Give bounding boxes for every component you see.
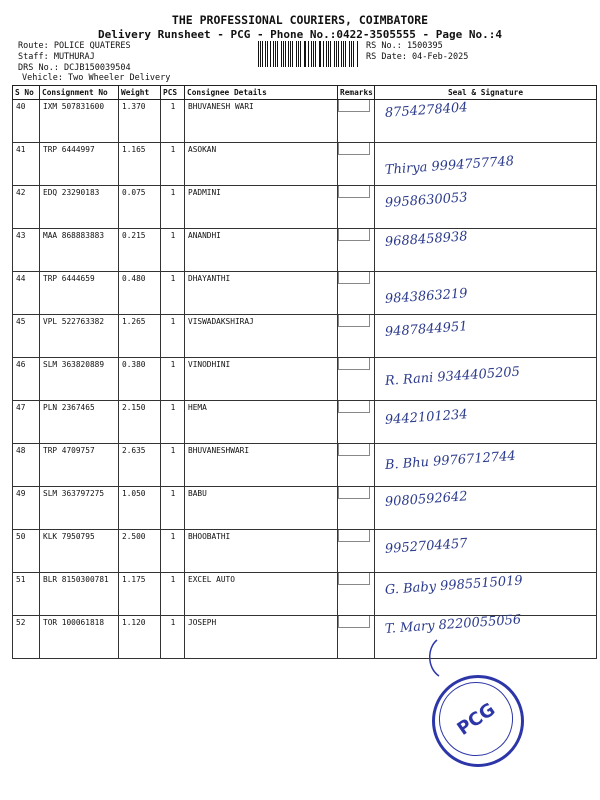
cell-consignment-no: TRP 4709757: [40, 444, 119, 487]
col-consignment: Consignment No: [40, 86, 119, 100]
barcode-bar: [341, 41, 342, 67]
cell-pcs: 1: [161, 272, 185, 315]
cell-sno: 46: [13, 358, 40, 401]
cell-signature: [375, 573, 597, 616]
cell-signature: [375, 358, 597, 401]
cell-remarks: [338, 186, 375, 229]
handwritten-signature: 9843863219: [384, 286, 469, 307]
cell-weight: 2.635: [119, 444, 161, 487]
cell-sno: 48: [13, 444, 40, 487]
cell-consignment-no: TRP 6444997: [40, 143, 119, 186]
cell-pcs: 1: [161, 530, 185, 573]
barcode-bar: [334, 41, 335, 67]
cell-weight: 2.150: [119, 401, 161, 444]
cell-consignment-no: KLK 7950795: [40, 530, 119, 573]
stamp-tail: [425, 638, 445, 678]
cell-consignee: EXCEL AUTO: [185, 573, 338, 616]
cell-consignee: BHUVANESHWARI: [185, 444, 338, 487]
table-row: [13, 530, 597, 573]
handwritten-signature: R. Rani 9344405205: [384, 364, 521, 389]
remarks-box: [338, 487, 370, 500]
barcode: [258, 41, 358, 67]
cell-signature: [375, 229, 597, 272]
cell-consignment-no: VPL 522763382: [40, 315, 119, 358]
remarks-box: [338, 143, 370, 156]
cell-sno: 47: [13, 401, 40, 444]
cell-pcs: 1: [161, 358, 185, 401]
barcode-bar: [330, 41, 331, 67]
route-label: Route: POLICE QUATERES: [18, 41, 131, 51]
barcode-bar: [281, 41, 282, 67]
cell-remarks: [338, 100, 375, 143]
handwritten-signature: G. Baby 9985515019: [384, 573, 524, 598]
cell-remarks: [338, 229, 375, 272]
cell-sno: 52: [13, 616, 40, 659]
stamp-text: PCG: [424, 667, 527, 770]
barcode-bar: [265, 41, 266, 67]
table-row: [13, 143, 597, 186]
cell-weight: 1.050: [119, 487, 161, 530]
cell-sno: 43: [13, 229, 40, 272]
remarks-box: [338, 315, 370, 328]
handwritten-signature: 9442101234: [384, 407, 469, 428]
remarks-box: [338, 616, 370, 629]
cell-weight: 0.075: [119, 186, 161, 229]
cell-consignment-no: IXM 507831600: [40, 100, 119, 143]
remarks-box: [338, 229, 370, 242]
cell-signature: [375, 100, 597, 143]
cell-consignee: BHUVANESH WARI: [185, 100, 338, 143]
rs-date: RS Date: 04-Feb-2025: [366, 52, 469, 62]
cell-pcs: 1: [161, 186, 185, 229]
cell-weight: 0.380: [119, 358, 161, 401]
cell-signature: [375, 272, 597, 315]
col-weight: Weight: [119, 86, 161, 100]
cell-weight: 1.175: [119, 573, 161, 616]
table-row: [13, 487, 597, 530]
barcode-bar: [277, 41, 278, 67]
remarks-box: [338, 358, 370, 371]
cell-signature: [375, 186, 597, 229]
cell-consignment-no: TOR 100061818: [40, 616, 119, 659]
cell-consignment-no: MAA 868883883: [40, 229, 119, 272]
cell-consignment-no: EDQ 23290183: [40, 186, 119, 229]
cell-sno: 51: [13, 573, 40, 616]
remarks-box: [338, 444, 370, 457]
cell-weight: 0.480: [119, 272, 161, 315]
cell-remarks: [338, 315, 375, 358]
remarks-box: [338, 401, 370, 414]
cell-remarks: [338, 358, 375, 401]
table-header-row: [13, 86, 597, 100]
cell-weight: 1.370: [119, 100, 161, 143]
cell-consignee: BABU: [185, 487, 338, 530]
barcode-bar: [288, 41, 289, 67]
barcode-bar: [298, 41, 299, 67]
remarks-box: [338, 272, 370, 285]
cell-pcs: 1: [161, 616, 185, 659]
cell-weight: 1.165: [119, 143, 161, 186]
cell-weight: 1.265: [119, 315, 161, 358]
cell-consignment-no: SLM 363820889: [40, 358, 119, 401]
cell-consignment-no: SLM 363797275: [40, 487, 119, 530]
pcg-stamp: [432, 675, 524, 767]
cell-pcs: 1: [161, 100, 185, 143]
cell-consignee: VISWADAKSHIRAJ: [185, 315, 338, 358]
barcode-bar: [292, 41, 293, 67]
col-pcs: PCS: [161, 86, 185, 100]
table-row: [13, 186, 597, 229]
table-row: [13, 100, 597, 143]
cell-consignment-no: PLN 2367465: [40, 401, 119, 444]
cell-weight: 0.215: [119, 229, 161, 272]
col-consignee: Consignee Details: [185, 86, 338, 100]
remarks-box: [338, 186, 370, 199]
cell-pcs: 1: [161, 229, 185, 272]
cell-consignee: ANANDHI: [185, 229, 338, 272]
col-sno: S No: [13, 86, 40, 100]
barcode-bar: [270, 41, 271, 67]
cell-remarks: [338, 530, 375, 573]
barcode-bar: [349, 41, 350, 67]
cell-remarks: [338, 616, 375, 659]
cell-sno: 50: [13, 530, 40, 573]
col-remarks: Remarks: [338, 86, 375, 100]
barcode-bar: [311, 41, 312, 67]
handwritten-signature: 9080592642: [384, 489, 469, 510]
cell-pcs: 1: [161, 315, 185, 358]
barcode-bar: [353, 41, 354, 67]
handwritten-signature: 9688458938: [384, 229, 469, 250]
cell-sno: 40: [13, 100, 40, 143]
cell-consignee: VINODHINI: [185, 358, 338, 401]
staff-label: Staff: MUTHURAJ: [18, 52, 95, 62]
table-row: [13, 444, 597, 487]
cell-pcs: 1: [161, 401, 185, 444]
handwritten-signature: 8754278404: [384, 100, 469, 121]
cell-signature: [375, 612, 597, 659]
cell-weight: 1.120: [119, 616, 161, 659]
remarks-box: [338, 530, 370, 543]
cell-signature: [375, 444, 597, 487]
table-row: [13, 573, 597, 616]
cell-consignee: ASOKAN: [185, 143, 338, 186]
barcode-bar: [323, 41, 324, 67]
cell-consignee: DHAYANTHI: [185, 272, 338, 315]
cell-consignee: BHOOBATHI: [185, 530, 338, 573]
runsheet-subtitle: Delivery Runsheet - PCG - Phone No.:0422-3505555 - Page No.:4: [98, 28, 502, 41]
handwritten-signature: 9958630053: [384, 190, 469, 211]
cell-consignee: JOSEPH: [185, 616, 338, 659]
cell-sno: 45: [13, 315, 40, 358]
vehicle-label: Vehicle: Two Wheeler Delivery: [22, 73, 171, 83]
table-row: [13, 272, 597, 315]
table-row: [13, 315, 597, 358]
cell-signature: [375, 487, 597, 530]
cell-remarks: [338, 143, 375, 186]
cell-remarks: [338, 272, 375, 315]
handwritten-signature: 9952704457: [384, 536, 469, 557]
cell-signature: [375, 315, 597, 358]
runsheet-table: [12, 85, 597, 659]
handwritten-signature: B. Bhu 9976712744: [384, 448, 517, 473]
handwritten-signature: 9487844951: [384, 319, 469, 340]
cell-pcs: 1: [161, 573, 185, 616]
cell-sno: 42: [13, 186, 40, 229]
drs-number: DRS No.: DCJB150039504: [18, 63, 131, 73]
cell-consignment-no: TRP 6444659: [40, 272, 119, 315]
cell-remarks: [338, 401, 375, 444]
table-row: [13, 616, 597, 659]
cell-pcs: 1: [161, 487, 185, 530]
handwritten-signature: Thirya 9994757748: [384, 153, 515, 178]
cell-signature: [375, 143, 597, 186]
cell-signature: [375, 401, 597, 444]
table-row: [13, 358, 597, 401]
cell-sno: 41: [13, 143, 40, 186]
cell-remarks: [338, 444, 375, 487]
cell-sno: 44: [13, 272, 40, 315]
handwritten-signature: T. Mary 8220055056: [384, 612, 522, 637]
rs-number: RS No.: 1500395: [366, 41, 443, 51]
cell-signature: [375, 530, 597, 573]
remarks-box: [338, 573, 370, 586]
barcode-bar: [258, 41, 259, 67]
cell-consignee: PADMINI: [185, 186, 338, 229]
cell-consignment-no: BLR 8150300781: [40, 573, 119, 616]
cell-sno: 49: [13, 487, 40, 530]
barcode-bar: [305, 41, 306, 67]
cell-weight: 2.500: [119, 530, 161, 573]
barcode-bar: [319, 41, 320, 67]
table-row: [13, 229, 597, 272]
cell-pcs: 1: [161, 444, 185, 487]
cell-pcs: 1: [161, 143, 185, 186]
document-title: THE PROFESSIONAL COURIERS, COIMBATORE: [171, 13, 429, 27]
cell-remarks: [338, 487, 375, 530]
remarks-box: [338, 100, 370, 113]
cell-remarks: [338, 573, 375, 616]
col-signature: Seal & Signature: [375, 86, 597, 100]
table-row: [13, 401, 597, 444]
cell-consignee: HEMA: [185, 401, 338, 444]
